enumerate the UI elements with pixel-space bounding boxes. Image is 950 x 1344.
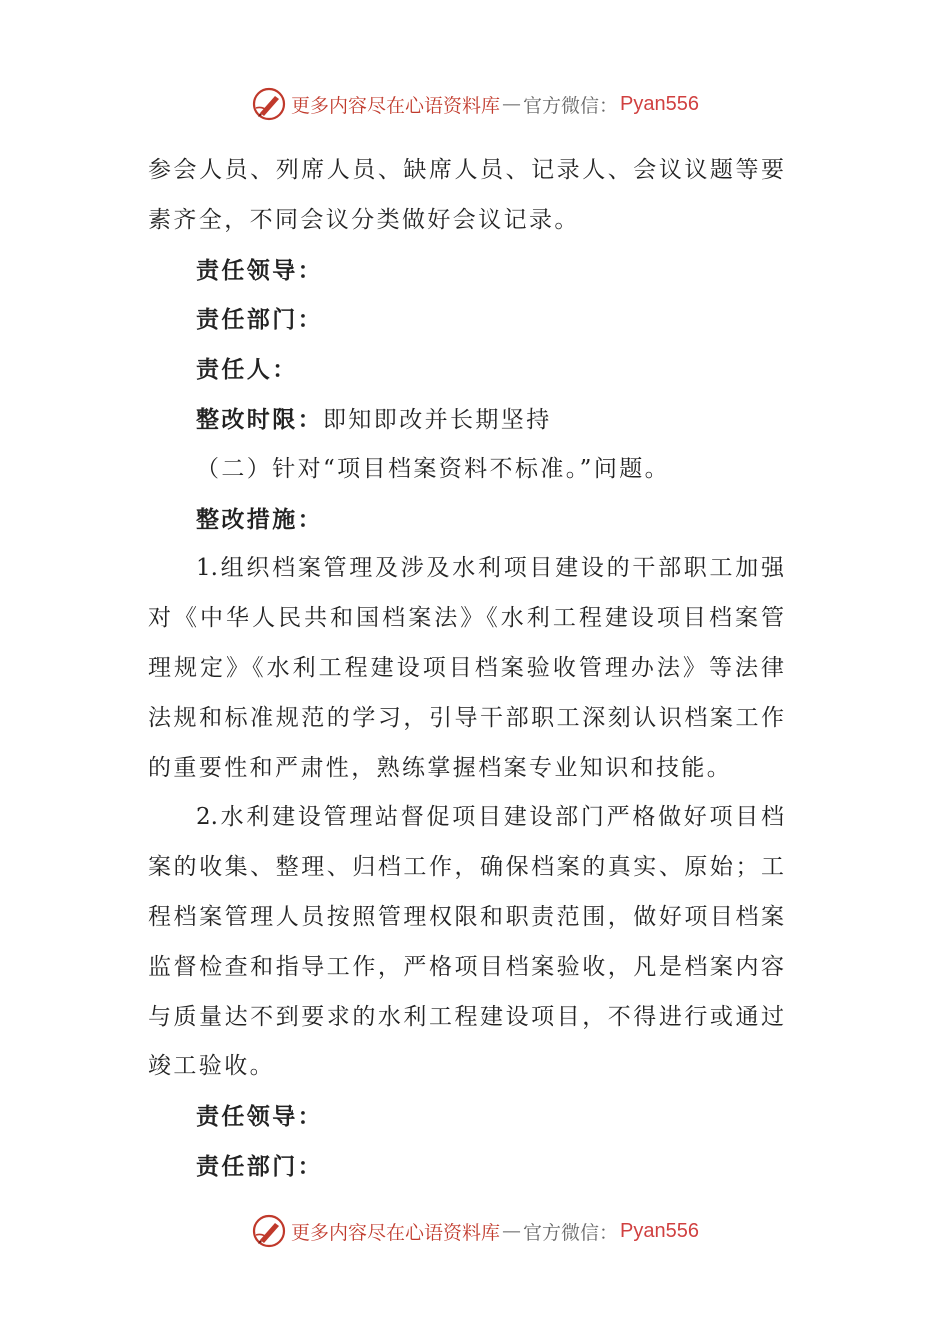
body-line: 对《中华人民共和国档案法》《水利工程建设项目档案管	[148, 605, 784, 632]
pen-logo-icon	[251, 1213, 287, 1249]
watermark-title: 更多内容尽在心语资料库	[291, 94, 501, 117]
body-line: 参会人员、列席人员、缺席人员、记录人、会议议题等要	[148, 157, 784, 183]
document-body	[148, 146, 784, 1192]
body-line: 的重要性和严肃性，熟练掌握档案专业知识和技能。	[148, 754, 733, 781]
rectification-deadline	[148, 395, 784, 445]
watermark-dash: —	[502, 1220, 522, 1242]
body-line: 2.水利建设管理站督促项目建设部门严格做好项目档	[196, 804, 784, 831]
body-line: 监督检查和指导工作，严格项目档案验收，凡是档案内容	[148, 953, 784, 980]
responsible-leader-label: 责任领导：	[196, 256, 323, 284]
watermark-dash: —	[502, 93, 522, 115]
watermark-title: 更多内容尽在心语资料库	[291, 1221, 501, 1244]
watermark-wechat-label: 官方微信：	[523, 94, 619, 117]
responsible-department-label: 责任部门：	[196, 306, 323, 334]
body-line: 程档案管理人员按照管理权限和职责范围，做好项目档案	[148, 903, 784, 930]
section-heading: （二）针对“项目档案资料不标准。”问题。	[196, 455, 671, 482]
body-line: 竣工验收。	[148, 1053, 275, 1080]
body-line: 理规定》《水利工程建设项目档案验收管理办法》等法律	[148, 654, 784, 681]
responsible-department-label: 责任部门：	[196, 1152, 323, 1180]
responsible-leader-label: 责任领导：	[196, 1103, 323, 1131]
body-line: 1.组织档案管理及涉及水利项目建设的干部职工加强	[196, 555, 784, 582]
measures-label: 整改措施：	[196, 505, 323, 533]
watermark-wechat-label: 官方微信：	[523, 1221, 619, 1244]
body-line: 法规和标准规范的学习，引导干部职工深刻认识档案工作	[148, 704, 784, 731]
watermark-wechat-id: Pyan556	[620, 1219, 699, 1242]
body-line: 素齐全，不同会议分类做好会议记录。	[148, 206, 580, 233]
body-line: 与质量达不到要求的水利工程建设项目，不得进行或通过	[148, 1003, 784, 1030]
watermark-header	[0, 84, 950, 124]
watermark-wechat-id: Pyan556	[620, 92, 699, 115]
deadline-value: 即知即改并长期坚持	[323, 406, 552, 433]
responsible-person-label: 责任人：	[196, 356, 298, 384]
body-line: 案的收集、整理、归档工作，确保档案的真实、原始；工	[148, 854, 784, 881]
deadline-label: 整改时限：	[196, 405, 323, 433]
watermark-footer	[0, 1211, 950, 1251]
pen-logo-icon	[251, 86, 287, 122]
